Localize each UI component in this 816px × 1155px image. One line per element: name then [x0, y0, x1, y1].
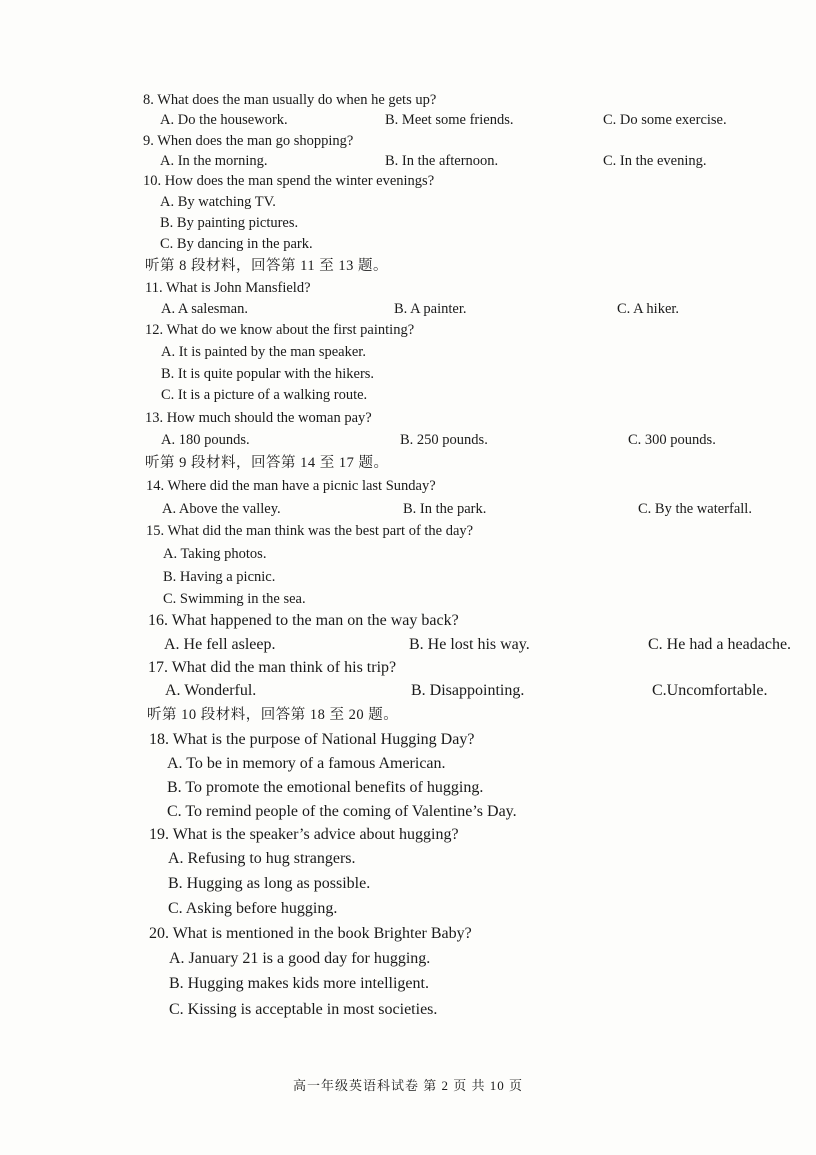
option-20c: C. Kissing is acceptable in most societies. [169, 1001, 438, 1018]
option-14c: C. By the waterfall. [638, 501, 752, 517]
option-11a: A. A salesman. [161, 301, 248, 317]
option-16b: B. He lost his way. [409, 636, 530, 653]
option-17b: B. Disappointing. [411, 682, 525, 699]
option-12b: B. It is quite popular with the hikers. [161, 366, 375, 382]
option-13c: C. 300 pounds. [628, 432, 716, 448]
section-heading-9: 听第 9 段材料，回答第 14 至 17 题。 [145, 455, 389, 471]
option-20a: A. January 21 is a good day for hugging. [169, 950, 431, 967]
option-8c: C. Do some exercise. [603, 112, 727, 128]
question-15: 15. What did the man think was the best part of the day? [146, 523, 474, 539]
question-20: 20. What is mentioned in the book Brighter Baby? [149, 925, 472, 942]
option-8b: B. Meet some friends. [385, 112, 514, 128]
question-11: 11. What is John Mansfield? [145, 280, 311, 296]
option-9a: A. In the morning. [160, 153, 268, 169]
question-8: 8. What does the man usually do when he gets up? [143, 92, 437, 108]
question-19: 19. What is the speaker’s advice about hugging? [149, 826, 459, 843]
option-15c: C. Swimming in the sea. [163, 591, 306, 607]
question-16: 16. What happened to the man on the way back? [148, 612, 459, 629]
option-13b: B. 250 pounds. [400, 432, 488, 448]
option-9c: C. In the evening. [603, 153, 707, 169]
question-18: 18. What is the purpose of National Hugging Day? [149, 731, 475, 748]
option-18b: B. To promote the emotional benefits of hugging. [167, 779, 484, 796]
option-18c: C. To remind people of the coming of Valentine’s Day. [167, 803, 517, 820]
option-11b: B. A painter. [394, 301, 467, 317]
page-footer: 高一年级英语科试卷 第 2 页 共 10 页 [292, 1078, 523, 1093]
question-12: 12. What do we know about the first painting? [145, 322, 415, 338]
question-10: 10. How does the man spend the winter evenings? [143, 173, 435, 189]
option-17c: C.Uncomfortable. [652, 682, 768, 699]
question-17: 17. What did the man think of his trip? [148, 659, 397, 676]
option-12c: C. It is a picture of a walking route. [161, 387, 368, 403]
option-13a: A. 180 pounds. [161, 432, 250, 448]
section-heading-8: 听第 8 段材料，回答第 11 至 13 题。 [145, 258, 388, 274]
option-8a: A. Do the housework. [160, 112, 288, 128]
option-19c: C. Asking before hugging. [168, 900, 338, 917]
section-heading-10: 听第 10 段材料，回答第 18 至 20 题。 [147, 707, 399, 723]
option-15b: B. Having a picnic. [163, 569, 276, 585]
option-12a: A. It is painted by the man speaker. [161, 344, 366, 360]
option-19b: B. Hugging as long as possible. [168, 875, 371, 892]
question-14: 14. Where did the man have a picnic last Sunday? [146, 478, 436, 494]
option-15a: A. Taking photos. [163, 546, 267, 562]
option-18a: A. To be in memory of a famous American. [167, 755, 446, 772]
option-17a: A. Wonderful. [165, 682, 257, 699]
option-10a: A. By watching TV. [160, 194, 276, 210]
option-16c: C. He had a headache. [648, 636, 792, 653]
option-14a: A. Above the valley. [162, 501, 281, 517]
option-20b: B. Hugging makes kids more intelligent. [169, 975, 429, 992]
option-11c: C. A hiker. [617, 301, 680, 317]
option-10c: C. By dancing in the park. [160, 236, 313, 252]
option-9b: B. In the afternoon. [385, 153, 499, 169]
option-10b: B. By painting pictures. [160, 215, 299, 231]
option-16a: A. He fell asleep. [164, 636, 276, 653]
option-14b: B. In the park. [403, 501, 487, 517]
question-9: 9. When does the man go shopping? [143, 133, 354, 149]
question-13: 13. How much should the woman pay? [145, 410, 372, 426]
option-19a: A. Refusing to hug strangers. [168, 850, 356, 867]
